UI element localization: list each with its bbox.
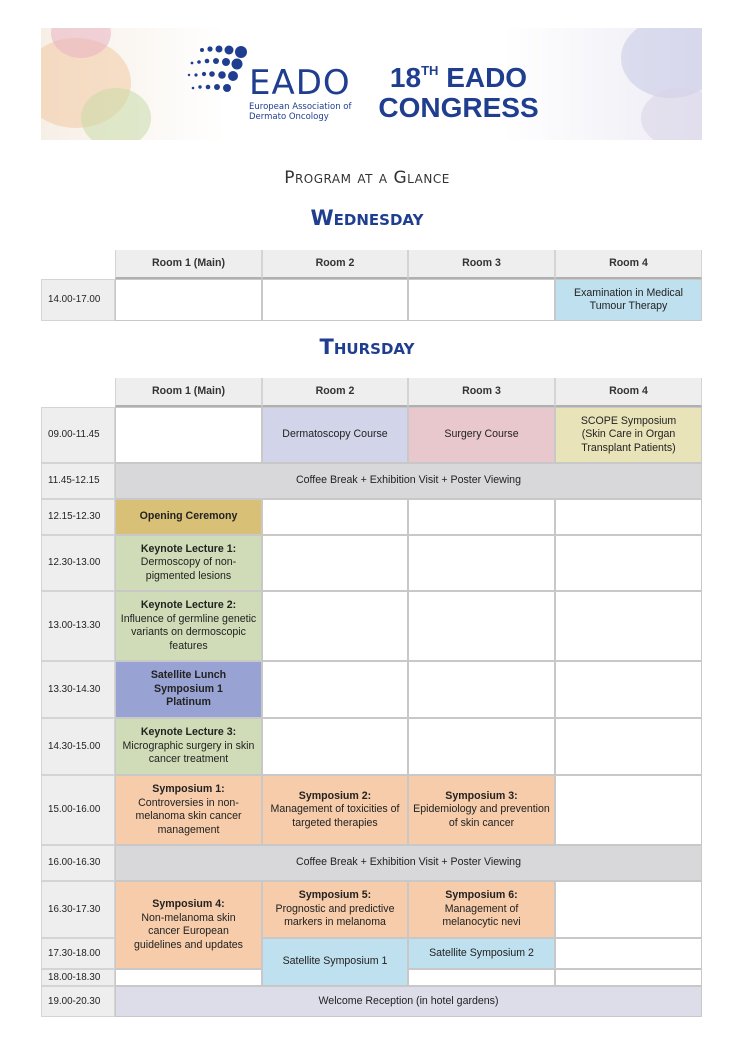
day-title-wednesday: Wednesday — [310, 206, 424, 230]
event-label: Satellite Symposium 2 — [429, 946, 534, 959]
event-label: Coffee Break + Exhibition Visit + Poster Viewing — [296, 474, 521, 487]
event-satellite-lunch — [115, 661, 262, 718]
empty-slot — [408, 661, 555, 718]
event-description: Epidemiology and prevention of skin cancer — [413, 803, 550, 829]
event-title: Symposium 1: — [152, 783, 225, 795]
event-surgery-course — [408, 407, 555, 463]
event-symposium-6 — [408, 881, 555, 938]
event-label: Satellite Lunch Symposium 1 Platinum — [150, 669, 227, 709]
event-coffee-break — [115, 463, 702, 499]
event-opening-ceremony — [115, 499, 262, 535]
event-keynote-lecture-2 — [115, 591, 262, 661]
event-label: Dermatoscopy Course — [282, 428, 388, 441]
event-label: SCOPE Symposium (Skin Care in Organ Transplant Patients) — [580, 414, 677, 454]
empty-slot — [262, 661, 408, 718]
empty-slot — [555, 499, 702, 535]
header-banner — [41, 28, 702, 140]
event-title: Symposium 5: — [298, 889, 372, 902]
room-header: Room 1 (Main) — [115, 378, 262, 407]
event-description: Non-melanoma skin cancer European guidelines and updates — [134, 911, 243, 951]
paint-splash — [81, 88, 151, 140]
event-description: Micrographic surgery in skin cancer treatment — [122, 739, 255, 766]
event-label: Surgery Course — [444, 428, 519, 441]
empty-slot — [408, 591, 555, 661]
empty-slot — [115, 279, 262, 321]
empty-slot — [408, 535, 555, 591]
paint-splash — [641, 88, 702, 140]
event-welcome-reception — [115, 986, 702, 1017]
empty-slot — [262, 591, 408, 661]
room-header: Room 3 — [408, 250, 555, 279]
page-subtitle: Program at a Glance — [284, 168, 450, 188]
empty-slot — [555, 591, 702, 661]
event-title: Keynote Lecture 2: — [140, 599, 237, 611]
event-title: Symposium 3: — [445, 789, 518, 802]
congress-number: 18 — [389, 62, 422, 93]
event-symposium-3 — [408, 775, 555, 845]
empty-slot — [555, 938, 702, 969]
event-title: Keynote Lecture 3: — [140, 726, 237, 739]
congress-title — [371, 56, 546, 123]
empty-slot — [555, 969, 702, 986]
time-slot: 16.00-16.30 — [41, 845, 115, 881]
congress-word: CONGRESS — [378, 92, 539, 123]
empty-slot — [555, 881, 702, 938]
event-satellite-symposium-2 — [408, 938, 555, 969]
time-slot: 14.30-15.00 — [41, 718, 115, 775]
paint-splash — [621, 28, 702, 98]
empty-slot — [115, 407, 262, 463]
event-title: Symposium 4: — [152, 898, 225, 910]
time-slot: 19.00-20.30 — [41, 986, 115, 1017]
empty-slot — [262, 279, 408, 321]
room-header: Room 4 — [555, 378, 702, 407]
event-label: Coffee Break + Exhibition Visit + Poster Viewing — [296, 856, 521, 869]
event-description: Management of melanocytic nevi — [442, 902, 521, 929]
day-title-thursday: Thursday — [319, 335, 415, 359]
event-symposium-4 — [115, 881, 262, 969]
event-description: Management of toxicities of targeted therapies — [270, 803, 400, 829]
event-symposium-2 — [262, 775, 408, 845]
event-title: Symposium 6: — [445, 889, 518, 902]
empty-slot — [262, 499, 408, 535]
empty-slot — [115, 969, 262, 986]
event-label: Examination in Medical Tumour Therapy — [574, 286, 683, 312]
empty-slot — [555, 661, 702, 718]
empty-slot — [408, 499, 555, 535]
event-label: Satellite Symposium 1 — [282, 955, 388, 968]
time-slot: 18.00-18.30 — [41, 969, 115, 986]
empty-slot — [555, 718, 702, 775]
event-description: Dermoscopy of non-pigmented lesions — [140, 556, 237, 582]
event-coffee-break — [115, 845, 702, 881]
empty-slot — [262, 718, 408, 775]
congress-ordinal: TH — [421, 63, 439, 78]
room-header: Room 2 — [262, 378, 408, 407]
event-title: Symposium 2: — [298, 789, 372, 802]
time-slot: 12.30-13.00 — [41, 535, 115, 591]
time-slot: 13.30-14.30 — [41, 661, 115, 718]
room-header: Room 1 (Main) — [115, 250, 262, 279]
event-dermatoscopy-course — [262, 407, 408, 463]
eado-logo-text: EADO — [249, 63, 351, 103]
empty-slot — [408, 718, 555, 775]
empty-slot — [408, 279, 555, 321]
room-header: Room 3 — [408, 378, 555, 407]
time-slot: 16.30-17.30 — [41, 881, 115, 938]
event-examination — [555, 279, 702, 321]
logo-sub-line: European Association of — [249, 102, 352, 112]
event-label: Opening Ceremony — [139, 510, 238, 523]
event-label: Welcome Reception (in hotel gardens) — [318, 994, 499, 1007]
time-slot: 09.00-11.45 — [41, 407, 115, 463]
time-slot: 15.00-16.00 — [41, 775, 115, 845]
logo-sub-line: Dermato Oncology — [249, 112, 329, 122]
empty-slot — [555, 775, 702, 845]
time-slot: 12.15-12.30 — [41, 499, 115, 535]
time-slot: 11.45-12.15 — [41, 463, 115, 499]
event-symposium-5 — [262, 881, 408, 938]
event-symposium-1 — [115, 775, 262, 845]
event-satellite-symposium-1 — [262, 938, 408, 986]
event-keynote-lecture-1 — [115, 535, 262, 591]
time-slot: 13.00-13.30 — [41, 591, 115, 661]
time-slot: 17.30-18.00 — [41, 938, 115, 969]
time-slot: 14.00-17.00 — [41, 279, 115, 321]
empty-slot — [408, 969, 555, 986]
event-title: Keynote Lecture 1: — [140, 542, 237, 555]
event-description: Controversies in non-melanoma skin cancer management — [135, 796, 242, 836]
event-keynote-lecture-3 — [115, 718, 262, 775]
event-description: Prognostic and predictive markers in melanoma — [275, 902, 395, 929]
empty-slot — [555, 535, 702, 591]
eado-logo-subtitle — [249, 102, 351, 122]
congress-word: EADO — [446, 62, 528, 93]
room-header: Room 4 — [555, 250, 702, 279]
event-scope-symposium — [555, 407, 702, 463]
empty-slot — [262, 535, 408, 591]
event-description: Influence of germline genetic variants on dermoscopic features — [120, 612, 257, 652]
room-header: Room 2 — [262, 250, 408, 279]
